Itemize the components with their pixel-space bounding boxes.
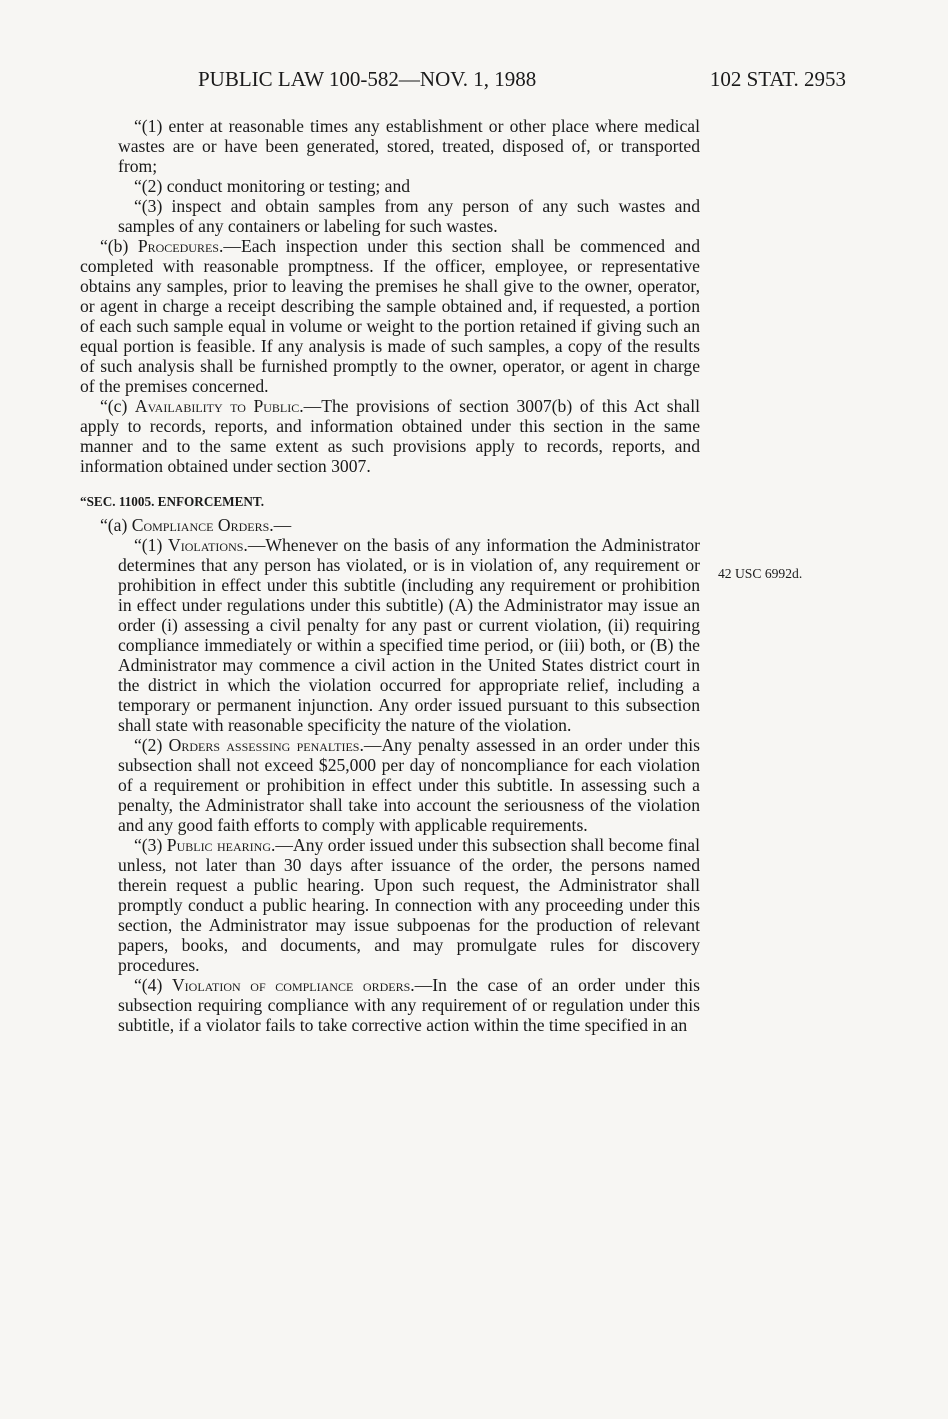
paragraph-a2: “(2) Orders assessing penalties.—Any penalty assessed in an order under this subsection shall not exceed $25,000 per day of noncompliance for each violation of a requirement or prohibition in effect under this subtitle. In assessing such a penalty, the Administrator shall take into account the seriousness of the violation and any good faith efforts to comply with applicable requirements. — [118, 735, 701, 835]
paragraph-a3: “(3) Public hearing.—Any order issued under this subsection shall become final unless, not later than 30 days after issuance of the order, the persons named therein request a public hearing. Upon such request, the Administrator shall promptly conduct a public hearing. In connection with any proceeding under this section, the Administrator may issue subpoenas for the production of relevant papers, books, and documents, and may promulgate rules for discovery procedures. — [118, 835, 700, 975]
section-heading: “SEC. 11005. ENFORCEMENT. — [80, 494, 265, 509]
stat-page-number: 102 STAT. 2953 — [709, 67, 846, 91]
subsection-a-heading: Compliance Orders. — [131, 515, 274, 535]
paragraph-3: “(3) inspect and obtain samples from any person of any such wastes and samples of any containers or labeling for such wastes. — [118, 196, 700, 236]
subsection-a: “(a) Compliance Orders.— — [100, 515, 292, 535]
paragraph-a1: “(1) Violations.—Whenever on the basis of any information the Administrator determines that any person has violated, or is in violation of, any requirement or prohibition in effect under this subtitle (including any requirement or prohibition in effect under regulations under this subtitle) (A) the Administrator may issue an order (i) assessing a civil penalty for any past or current violation, (ii) requiring compliance immediately or within a specified time period, or (iii) both, or (B) the Administrator may commence a civil action in the United States district court in the district in which the violation occurred for appropriate relief, including a temporary or permanent injunction. Any order issued pursuant to this subsection shall state with reasonable specificity the nature of the violation. — [118, 535, 700, 735]
document-body — [80, 116, 700, 1035]
subsection-c: “(c) Availability to Public.—The provisions of section 3007(b) of this Act shall apply to records, reports, and information obtained under this section in the same manner and to the same extent as such provisions apply to records, reports, and information obtained under section 3007. — [80, 396, 700, 476]
law-title: PUBLIC LAW 100-582—NOV. 1, 1988 — [198, 67, 537, 91]
paragraph-a2-heading: Orders assessing penalties. — [168, 735, 364, 755]
subsection-c-heading: Availability to Public. — [134, 396, 304, 416]
paragraph-2: “(2) conduct monitoring or testing; and — [134, 176, 411, 196]
paragraph-a3-heading: Public hearing. — [166, 835, 276, 855]
paragraph-a4: “(4) Violation of compliance orders.—In the case of an order under this subsection requiring compliance with any requirement of or regulation under this subtitle, if a violator fails to take corrective action within the time specified in an — [118, 975, 700, 1035]
paragraph-a4-heading: Violation of compliance orders. — [171, 975, 415, 995]
page-header — [198, 64, 846, 94]
paragraph-1: “(1) enter at reasonable times any establishment or other place where medical wastes are or have been generated, stored, treated, disposed of, or transported from; — [118, 116, 700, 176]
subsection-b-heading: Procedures. — [137, 236, 224, 256]
paragraph-a1-heading: Violations. — [168, 535, 248, 555]
subsection-b: “(b) Procedures.—Each inspection under this section shall be commenced and completed with reasonable promptness. If the officer, employee, or representative obtains any samples, prior to leaving the premises he shall give to the owner, operator, or agent in charge a receipt describing the sample obtained and, if requested, a portion of each such sample equal in volume or weight to the portion retained if giving such an equal portion is feasible. If any analysis is made of such samples, a copy of the results of such analysis shall be furnished promptly to the owner, operator, or agent in charge of the premises concerned. — [80, 236, 700, 396]
usc-margin-note: 42 USC 6992d. — [718, 566, 803, 581]
